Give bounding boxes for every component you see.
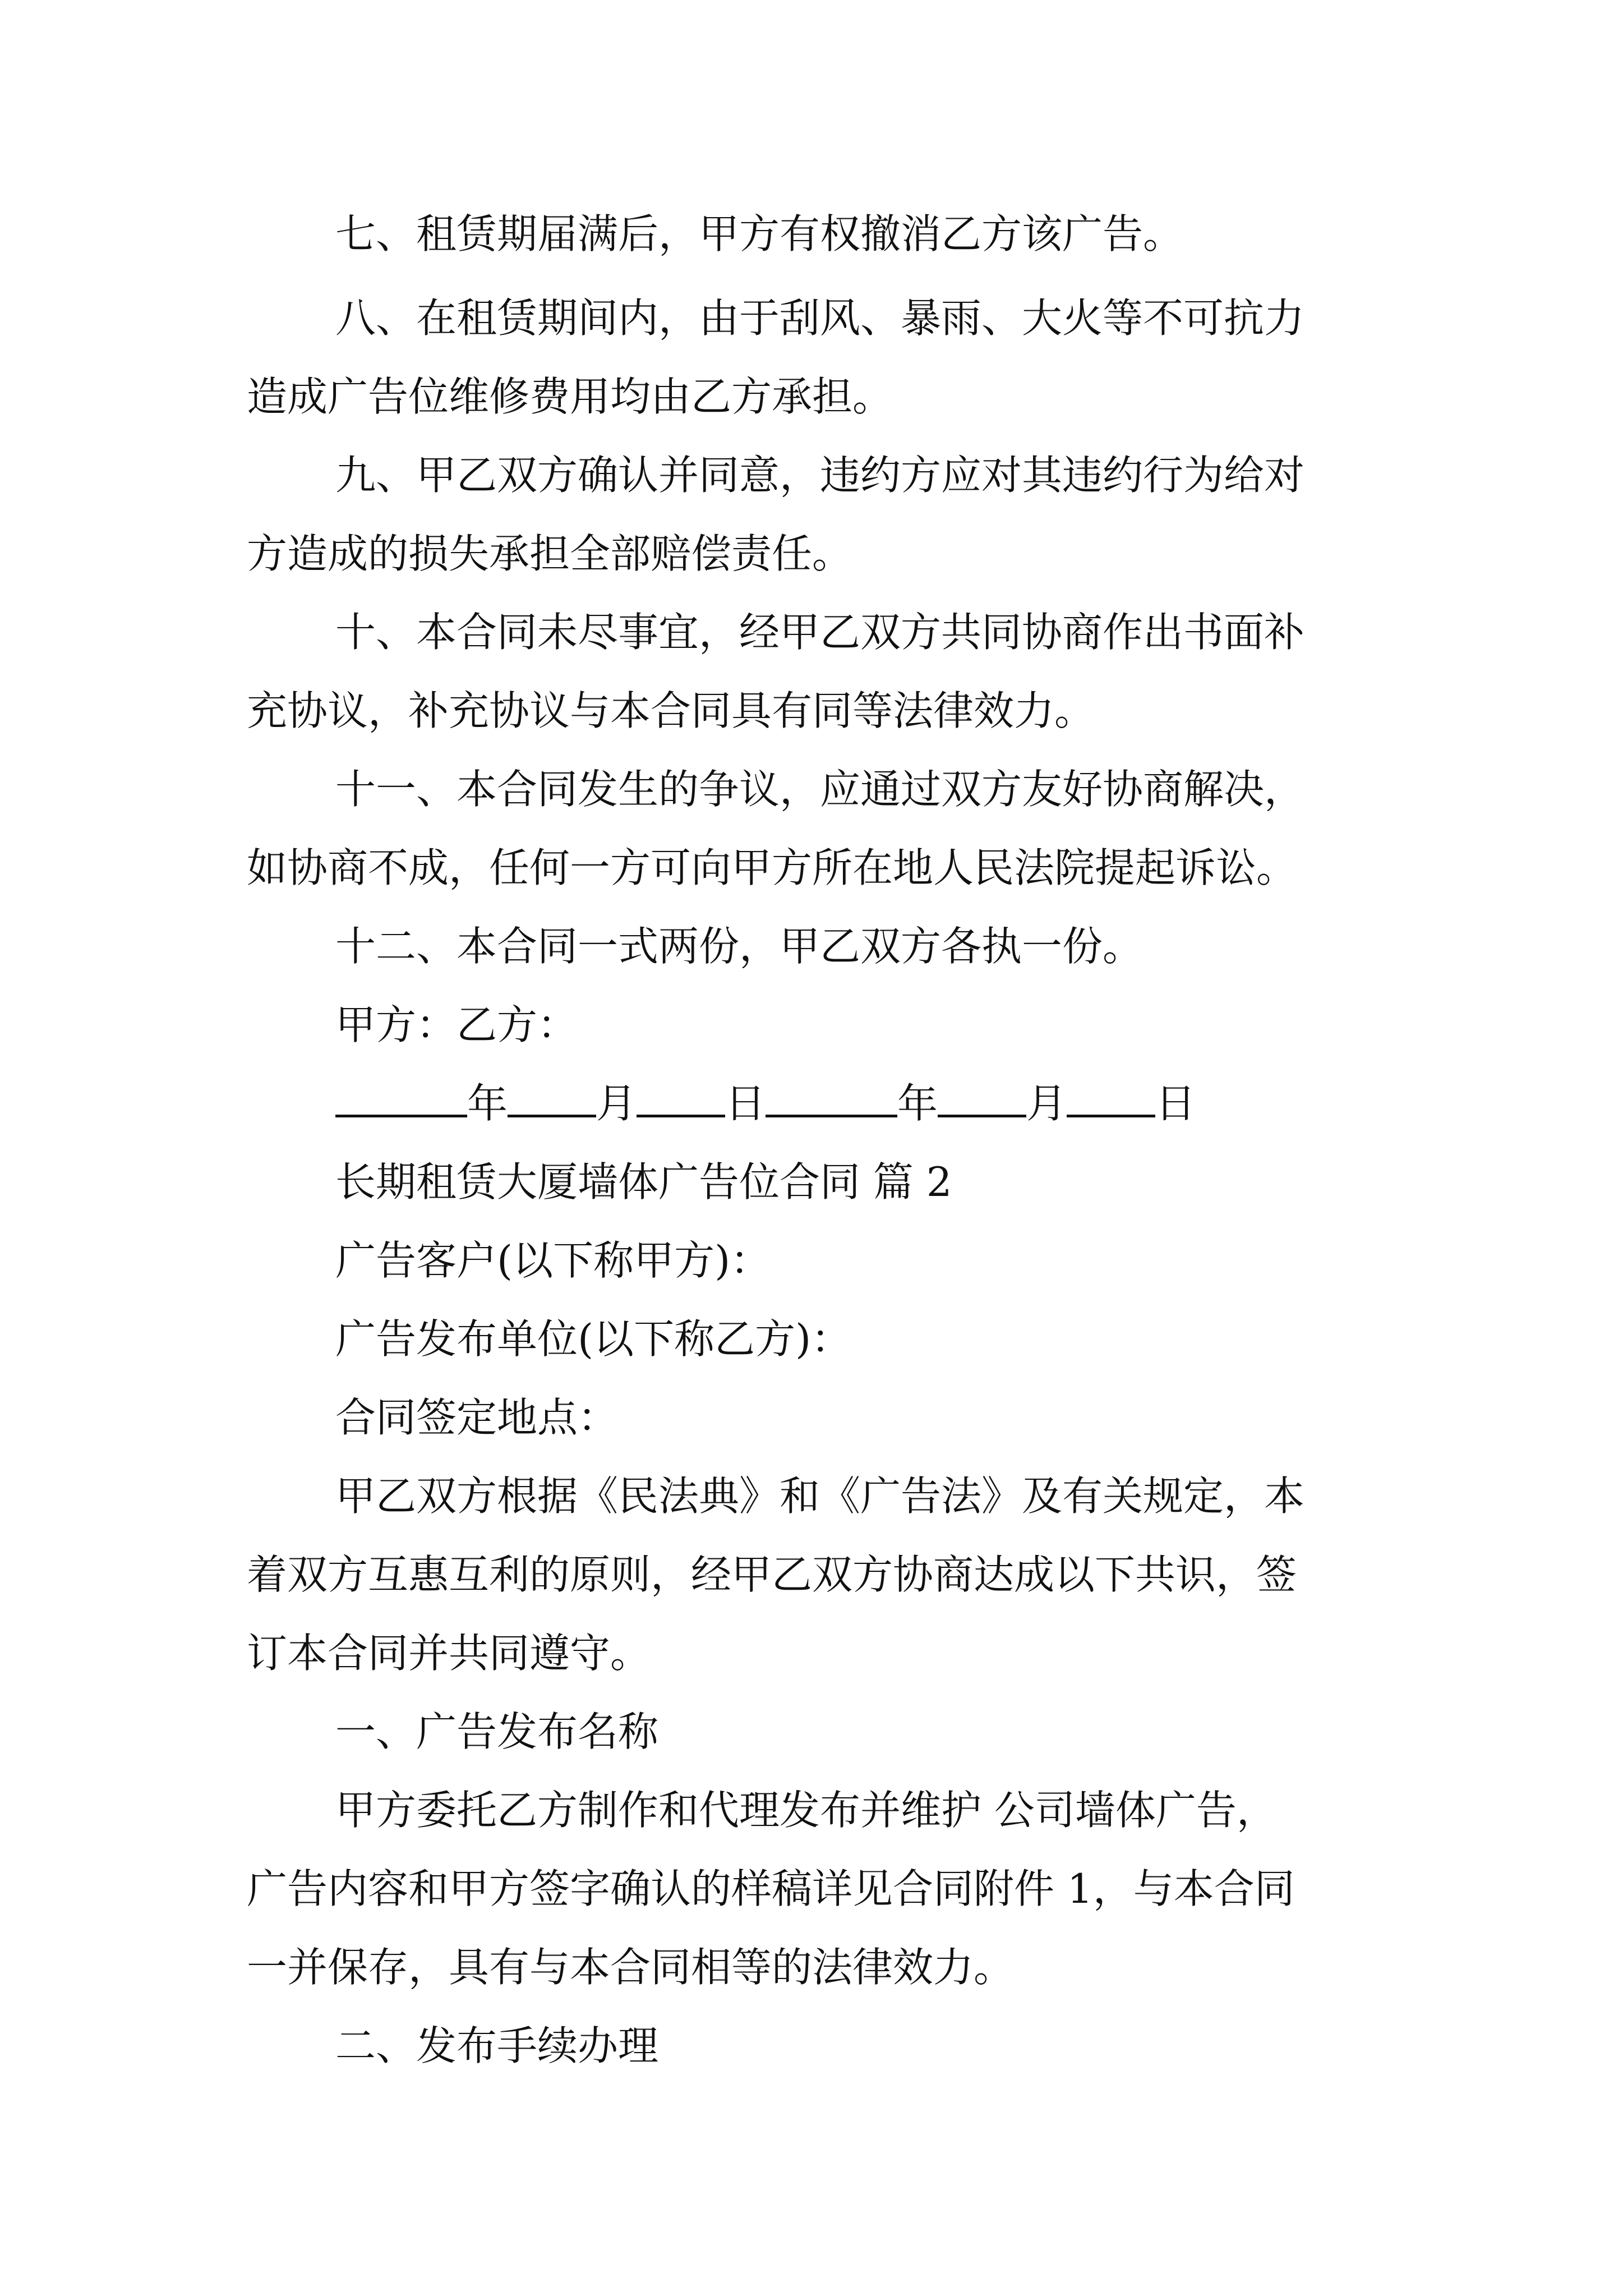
day-blank-1	[637, 1079, 725, 1117]
clause-8-line-2: 造成广告位维修费用均由乙方承担。	[247, 373, 893, 420]
clause-8-line-1: 八、在租赁期间内，由于刮风、暴雨、大火等不可抗力	[335, 295, 1305, 342]
clause-9-line-1: 九、甲乙双方确认并同意，违约方应对其违约行为给对	[335, 452, 1305, 499]
day-blank-2	[1067, 1079, 1155, 1117]
clause-10-line-2: 充协议，补充协议与本合同具有同等法律效力。	[247, 687, 1095, 734]
clause-1-line-1: 甲方委托乙方制作和代理发布并维护 公司墙体广告，	[335, 1787, 1277, 1834]
signature-date-line	[335, 1073, 1196, 1134]
month-blank-1	[508, 1079, 596, 1117]
clause-9-line-2: 方造成的损失承担全部赔偿责任。	[247, 530, 853, 577]
month-label-2: 月	[1026, 1080, 1067, 1127]
month-blank-2	[938, 1079, 1026, 1117]
intro-line-3: 订本合同并共同遵守。	[247, 1630, 651, 1677]
year-blank-2	[766, 1079, 897, 1117]
signature-parties: 甲方：乙方：	[335, 1001, 578, 1048]
clause-1-line-3: 一并保存，具有与本合同相等的法律效力。	[247, 1944, 1015, 1991]
year-label-2: 年	[897, 1080, 938, 1127]
publisher-field: 广告发布单位(以下称乙方)：	[335, 1315, 852, 1363]
year-blank-1	[335, 1079, 467, 1117]
section-2-title: 长期租赁大厦墙体广告位合同 篇 2	[335, 1158, 952, 1205]
signing-place-field: 合同签定地点：	[335, 1394, 619, 1441]
client-field: 广告客户(以下称甲方)：	[335, 1237, 771, 1284]
month-label-1: 月	[596, 1080, 637, 1127]
clause-11-line-1: 十一、本合同发生的争议，应通过双方友好协商解决，	[335, 766, 1305, 813]
year-label-1: 年	[467, 1080, 508, 1127]
clause-12: 十二、本合同一式两份，甲乙双方各执一份。	[335, 923, 1144, 970]
intro-line-2: 着双方互惠互利的原则，经甲乙双方协商达成以下共识，签	[247, 1551, 1297, 1598]
clause-11-line-2: 如协商不成，任何一方可向甲方所在地人民法院提起诉讼。	[247, 844, 1297, 891]
intro-line-1: 甲乙双方根据《民法典》和《广告法》及有关规定，本	[335, 1473, 1305, 1520]
heading-2: 二、发布手续办理	[335, 2022, 659, 2069]
day-label-1: 日	[725, 1080, 766, 1127]
heading-1: 一、广告发布名称	[335, 1708, 659, 1755]
clause-1-line-2: 广告内容和甲方签字确认的样稿详见合同附件 1，与本合同	[247, 1865, 1295, 1912]
day-label-2: 日	[1155, 1080, 1196, 1127]
clause-10-line-1: 十、本合同未尽事宜，经甲乙双方共同协商作出书面补	[335, 609, 1305, 656]
clause-7: 七、租赁期届满后，甲方有权撤消乙方该广告。	[335, 210, 1184, 257]
